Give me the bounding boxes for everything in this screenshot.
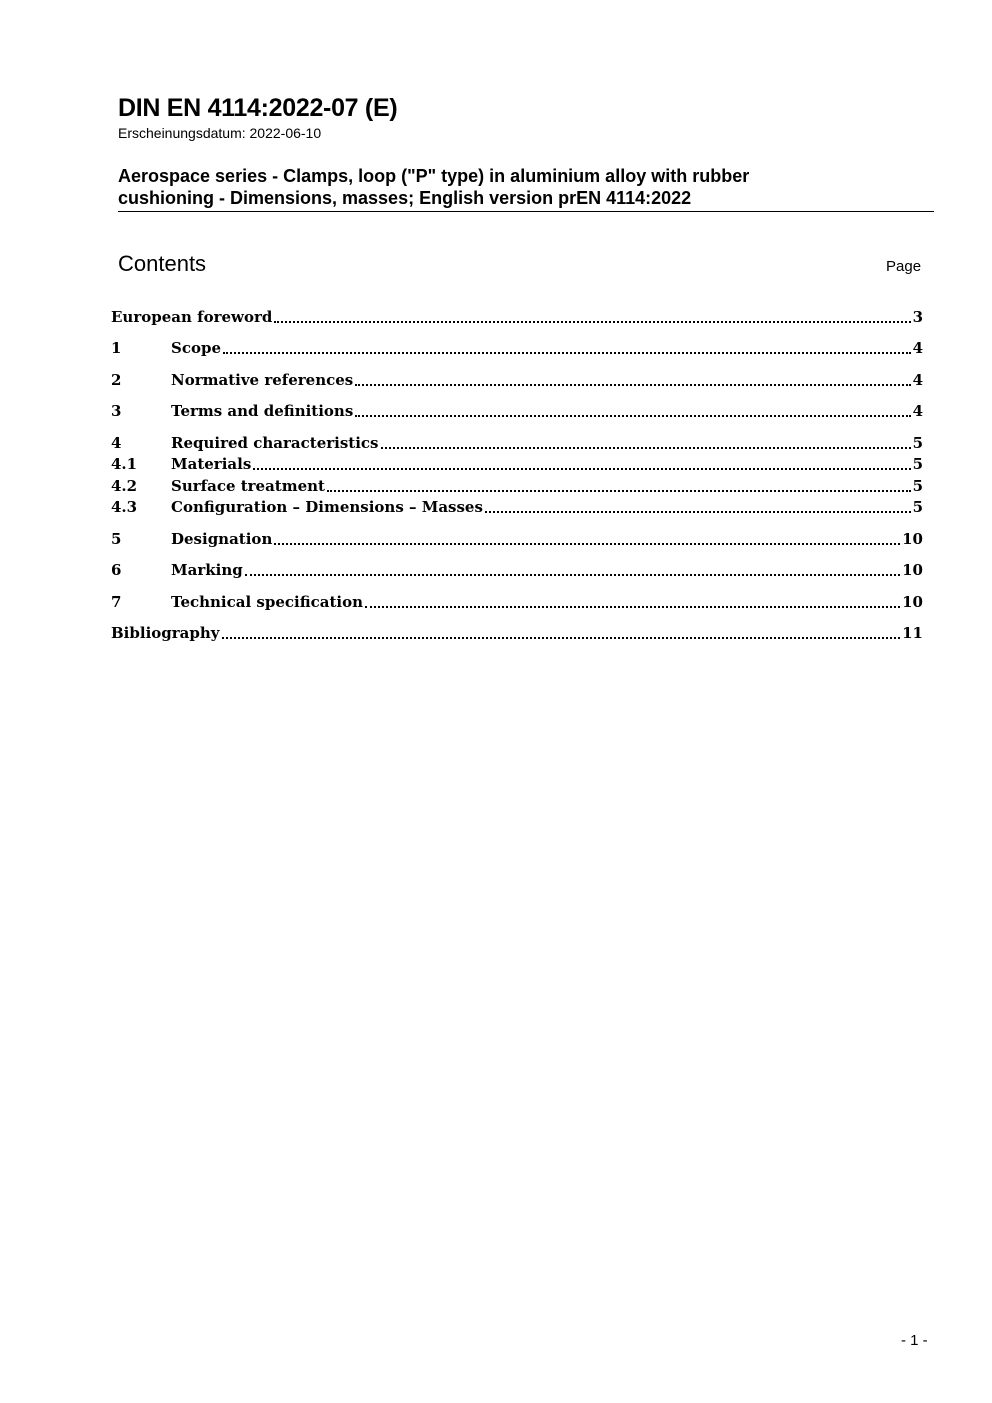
toc-entry-page: 5: [912, 455, 923, 473]
toc-entry-number: 1: [111, 339, 122, 357]
toc-entry-title: Terms and definitions: [171, 402, 354, 420]
toc-entry-title: Materials: [171, 455, 252, 473]
toc-entry-number: 6: [111, 561, 122, 579]
toc-entry-number: 5: [111, 530, 122, 548]
toc-entry-page: 3: [912, 308, 923, 326]
toc-leader-dots: [274, 543, 900, 545]
toc-leader-dots: [223, 352, 911, 354]
toc-entry-page: 4: [912, 339, 923, 357]
toc-entry-title: Scope: [171, 339, 222, 357]
toc-entry-page: 11: [902, 624, 923, 642]
toc-entry-bibliography[interactable]: [111, 623, 923, 644]
toc-entry-terms-and-definitions[interactable]: [111, 401, 923, 422]
page-number: - 1 -: [901, 1332, 928, 1349]
document-title: [118, 165, 934, 212]
toc-entry-number: 4.3: [111, 498, 138, 516]
toc-entry-surface-treatment[interactable]: [111, 476, 923, 497]
document-title-line-2: cushioning - Dimensions, masses; English version prEN 4114:2022: [118, 188, 692, 208]
toc-entry-title: Normative references: [171, 371, 354, 389]
toc-leader-dots: [365, 606, 900, 608]
toc-entry-title: Configuration – Dimensions – Masses: [171, 498, 483, 516]
toc-entry-number: 4.2: [111, 477, 138, 495]
toc-entry-marking[interactable]: [111, 560, 923, 581]
toc-leader-dots: [355, 415, 910, 417]
toc-entry-page: 4: [912, 402, 923, 420]
toc-entry-number: 2: [111, 371, 122, 389]
toc-entry-number: 3: [111, 402, 122, 420]
toc-entry-title: European foreword: [111, 308, 273, 326]
toc-entry-configuration[interactable]: [111, 497, 923, 518]
toc-entry-page: 5: [912, 477, 923, 495]
toc-entry-title: Required characteristics: [171, 434, 379, 452]
toc-entry-page: 5: [912, 498, 923, 516]
toc-entry-european-foreword[interactable]: [111, 307, 923, 328]
document-id: DIN EN 4114:2022-07 (E): [118, 94, 398, 122]
toc-entry-page: 4: [912, 371, 923, 389]
toc-entry-title: Bibliography: [111, 624, 220, 642]
publication-date: Erscheinungsdatum: 2022-06-10: [118, 125, 322, 141]
toc-entry-page: 10: [902, 593, 923, 611]
toc-entry-number: 4.1: [111, 455, 138, 473]
toc-entry-required-characteristics[interactable]: [111, 433, 923, 454]
toc-entry-page: 10: [902, 561, 923, 579]
toc-leader-dots: [222, 637, 901, 639]
toc-entry-number: 7: [111, 593, 122, 611]
toc-entry-materials[interactable]: [111, 454, 923, 475]
toc-entry-page: 5: [912, 434, 923, 452]
toc-leader-dots: [274, 321, 910, 323]
toc-entry-designation[interactable]: [111, 529, 923, 550]
toc-entry-title: Designation: [171, 530, 273, 548]
toc-entry-scope[interactable]: [111, 338, 923, 359]
toc-leader-dots: [381, 447, 911, 449]
toc-leader-dots: [485, 511, 911, 513]
toc-entry-normative-references[interactable]: [111, 370, 923, 391]
contents-heading: Contents: [118, 251, 207, 276]
page-column-heading: Page: [886, 258, 922, 275]
document-title-line-1: Aerospace series - Clamps, loop ("P" type) in aluminium alloy with rubber: [118, 166, 750, 186]
toc-leader-dots: [327, 490, 911, 492]
toc-entry-title: Marking: [171, 561, 243, 579]
toc-entry-page: 10: [902, 530, 923, 548]
toc-entry-technical-specification[interactable]: [111, 592, 923, 613]
toc-leader-dots: [245, 574, 900, 576]
toc-entry-number: 4: [111, 434, 122, 452]
toc-entry-title: Surface treatment: [171, 477, 325, 495]
toc-leader-dots: [355, 384, 910, 386]
toc-leader-dots: [253, 468, 910, 470]
toc-entry-title: Technical specification: [171, 593, 364, 611]
